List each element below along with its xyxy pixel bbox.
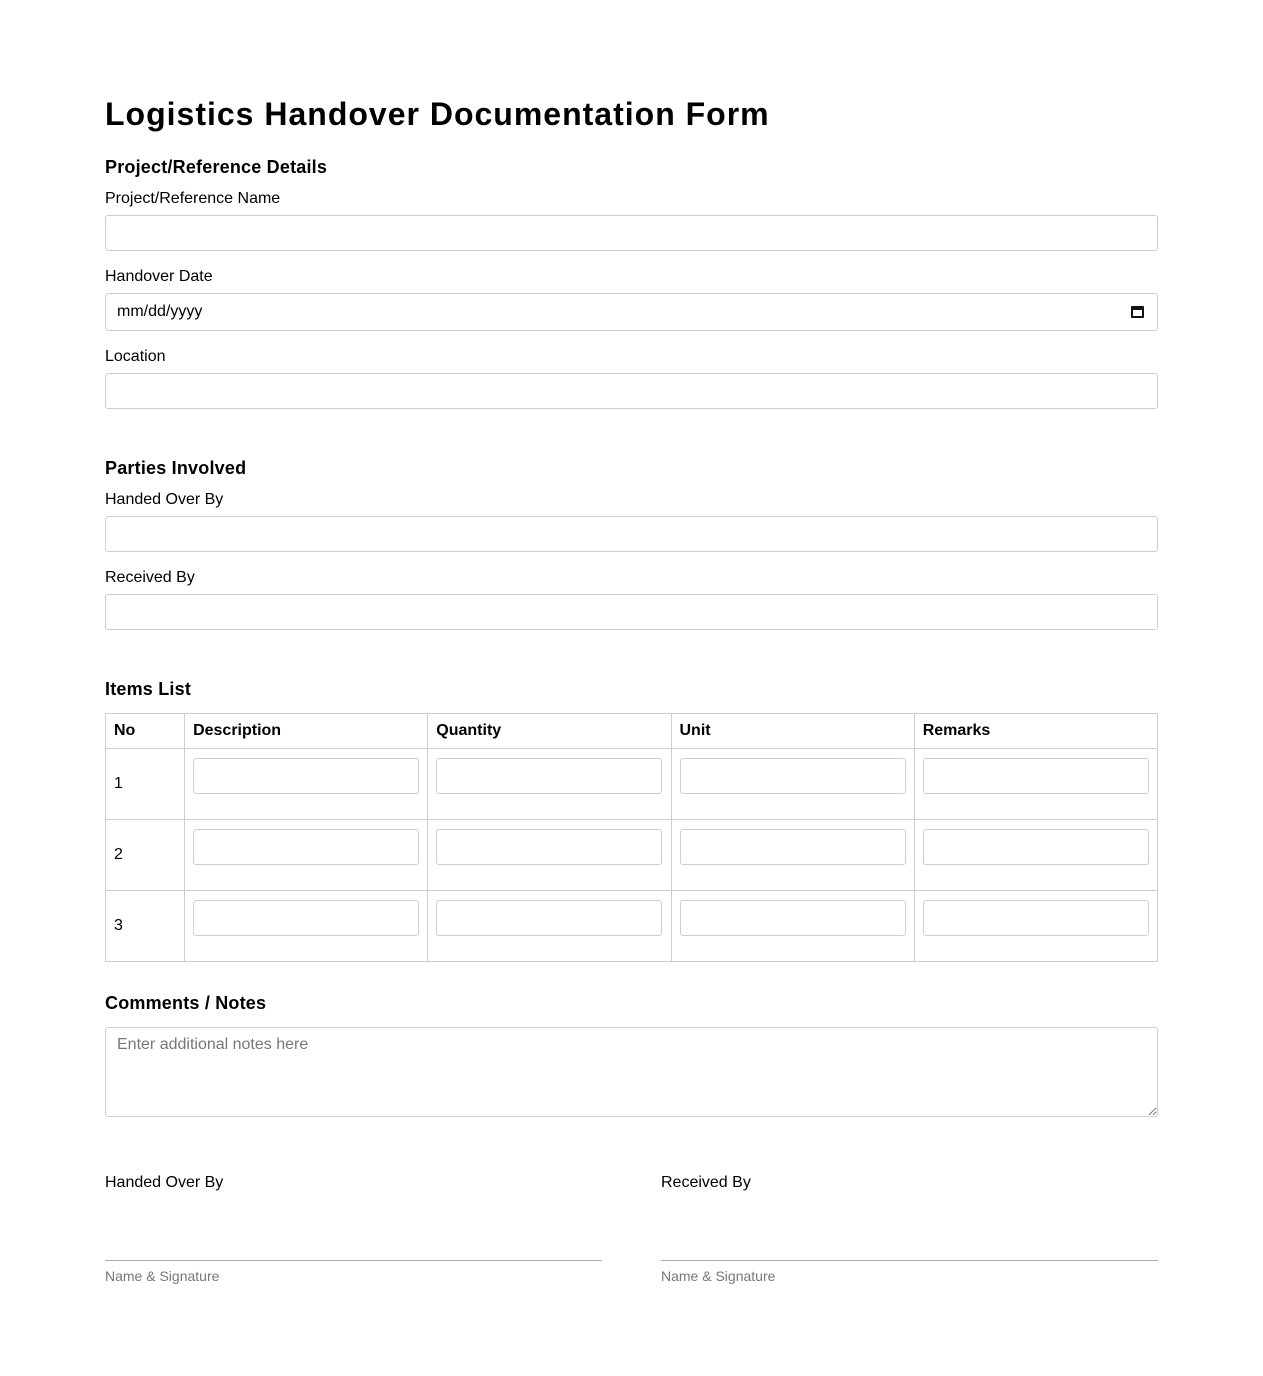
comments-textarea[interactable] (105, 1027, 1158, 1117)
signature-caption: Name & Signature (661, 1268, 776, 1284)
quantity-input[interactable] (436, 758, 662, 794)
signature-block-handed-over (105, 1174, 602, 1284)
items-table (105, 713, 1158, 962)
handover-date-label: Handover Date (105, 268, 213, 285)
description-input[interactable] (193, 829, 419, 865)
handed-over-by-input[interactable] (105, 516, 1158, 552)
section-title-project: Project/Reference Details (105, 157, 328, 177)
row-number: 2 (106, 820, 185, 891)
remarks-input[interactable] (923, 829, 1149, 865)
remarks-input[interactable] (923, 758, 1149, 794)
received-by-input[interactable] (105, 594, 1158, 630)
table-row (106, 749, 1158, 820)
received-by-label: Received By (105, 569, 195, 586)
date-placeholder: mm/dd/yyyy (117, 303, 203, 320)
signature-label-received: Received By (661, 1174, 751, 1191)
table-row (106, 820, 1158, 891)
column-header-quantity: Quantity (428, 714, 671, 749)
section-title-items: Items List (105, 679, 192, 699)
signature-line (105, 1260, 602, 1261)
location-input[interactable] (105, 373, 1158, 409)
unit-input[interactable] (680, 829, 906, 865)
section-title-parties: Parties Involved (105, 458, 247, 478)
column-header-no: No (106, 714, 185, 749)
page-title: Logistics Handover Documentation Form (105, 96, 770, 132)
handed-over-by-label: Handed Over By (105, 491, 224, 508)
unit-input[interactable] (680, 900, 906, 936)
project-name-input[interactable] (105, 215, 1158, 251)
section-title-comments: Comments / Notes (105, 993, 267, 1013)
project-name-label: Project/Reference Name (105, 190, 281, 207)
signature-caption: Name & Signature (105, 1268, 220, 1284)
signature-line (661, 1260, 1158, 1261)
signature-block-received (661, 1174, 1158, 1284)
signature-label-handed-over: Handed Over By (105, 1174, 224, 1191)
row-number: 3 (106, 891, 185, 962)
table-row (106, 891, 1158, 962)
handover-date-input[interactable] (105, 293, 1158, 331)
column-header-description: Description (185, 714, 428, 749)
row-number: 1 (106, 749, 185, 820)
description-input[interactable] (193, 900, 419, 936)
description-input[interactable] (193, 758, 419, 794)
unit-input[interactable] (680, 758, 906, 794)
table-header-row (106, 714, 1158, 749)
remarks-input[interactable] (923, 900, 1149, 936)
quantity-input[interactable] (436, 900, 662, 936)
location-label: Location (105, 348, 166, 365)
column-header-remarks: Remarks (914, 714, 1157, 749)
column-header-unit: Unit (671, 714, 914, 749)
quantity-input[interactable] (436, 829, 662, 865)
calendar-icon[interactable] (1131, 306, 1144, 318)
